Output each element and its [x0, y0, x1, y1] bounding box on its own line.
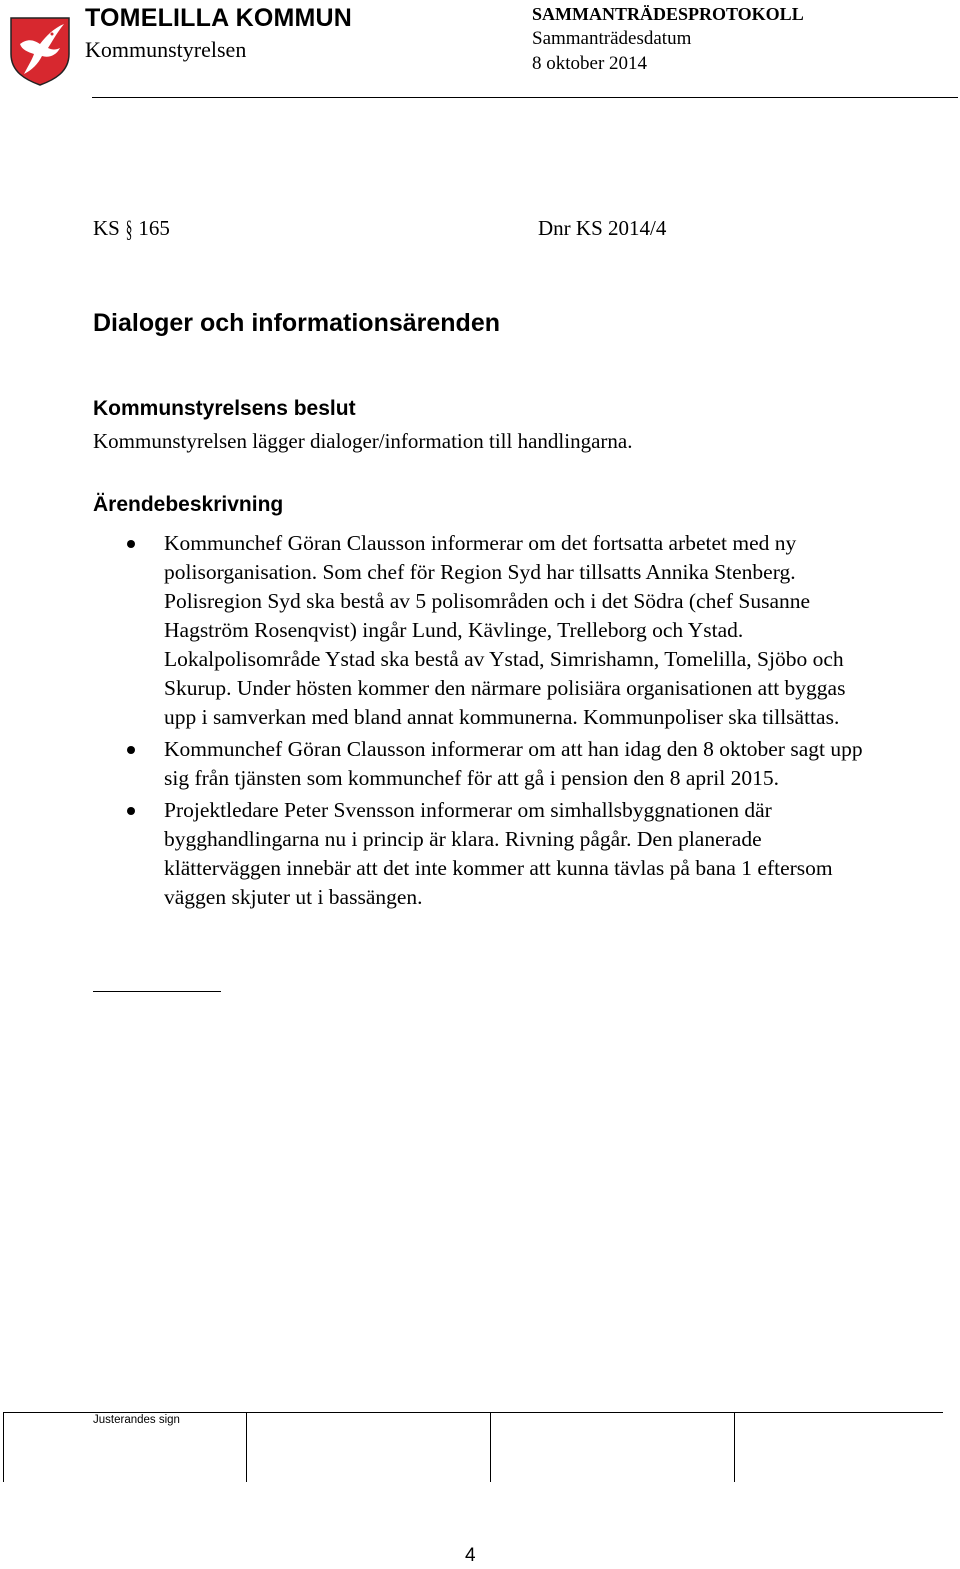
- decision-text: Kommunstyrelsen lägger dialoger/information till handlingarna.: [93, 429, 633, 453]
- signature-box-divider: [490, 1412, 491, 1482]
- signature-box-divider: [734, 1412, 735, 1482]
- signature-box-top-border: [3, 1412, 943, 1413]
- list-item-text: Projektledare Peter Svensson informerar om simhallsbyggnationen där bygghandlingarna nu i princip är klara. Rivning pågår. Den planerade klätterväggen innebär att det inte kommer att kunna tävlas på bana 1 eftersom väggen skjuter ut i bassängen.: [164, 798, 833, 909]
- document-type: SAMMANTRÄDESPROTOKOLL: [532, 4, 804, 24]
- bullet-icon: [127, 746, 135, 754]
- list-item-text: Kommunchef Göran Clausson informerar om att han idag den 8 oktober sagt upp sig från tjänsten som kommunchef för att gå i pension den 8 april 2015.: [164, 737, 863, 790]
- page-title: Dialoger och informationsärenden: [93, 309, 501, 337]
- paragraph-reference: [93, 216, 170, 244]
- ks-number: 165: [138, 216, 170, 240]
- organization-unit: Kommunstyrelsen: [85, 37, 247, 62]
- signature-label: Justerandes sign: [93, 1414, 180, 1426]
- description-list: [93, 529, 883, 915]
- decision-heading: Kommunstyrelsens beslut: [93, 397, 356, 420]
- bullet-icon: [127, 807, 135, 815]
- description-heading: Ärendebeskrivning: [93, 493, 284, 516]
- header-divider: [92, 97, 958, 98]
- list-item: [93, 796, 883, 912]
- page-number: 4: [465, 1545, 476, 1566]
- diary-number: Dnr KS 2014/4: [538, 216, 667, 240]
- bullet-icon: [127, 540, 135, 548]
- ks-prefix: KS: [93, 216, 120, 240]
- list-item: [93, 529, 883, 732]
- list-item: [93, 735, 883, 793]
- signature-box-divider: [3, 1412, 4, 1482]
- signature-box-divider: [246, 1412, 247, 1482]
- date-label: Sammanträdesdatum: [532, 28, 692, 49]
- list-item-text: Kommunchef Göran Clausson informerar om det fortsatta arbetet med ny polisorganisation. Som chef för Region Syd har tillsatts Annika Stenberg. Polisregion Syd ska bestå av 5 polisområden och i det Södra (chef Susanne Hagström Rosenqvist) ingår Lund, Kävlinge, Trelleborg och Ystad. Lokalpolisområde Ystad ska bestå av Ystad, Simrishamn, Tomelilla, Sjöbo och Skurup. Under hösten kommer den närmare polisiära organisationen att byggas upp i samverkan med bland annat kommunerna. Kommunpoliser ska tillsättas.: [164, 531, 846, 729]
- organization-name: TOMELILLA KOMMUN: [85, 4, 353, 32]
- footnote-divider: [93, 991, 221, 992]
- coat-of-arms-bird-icon: [8, 14, 72, 86]
- date-value: 8 oktober 2014: [532, 53, 648, 74]
- paragraph-sign: §: [125, 217, 133, 243]
